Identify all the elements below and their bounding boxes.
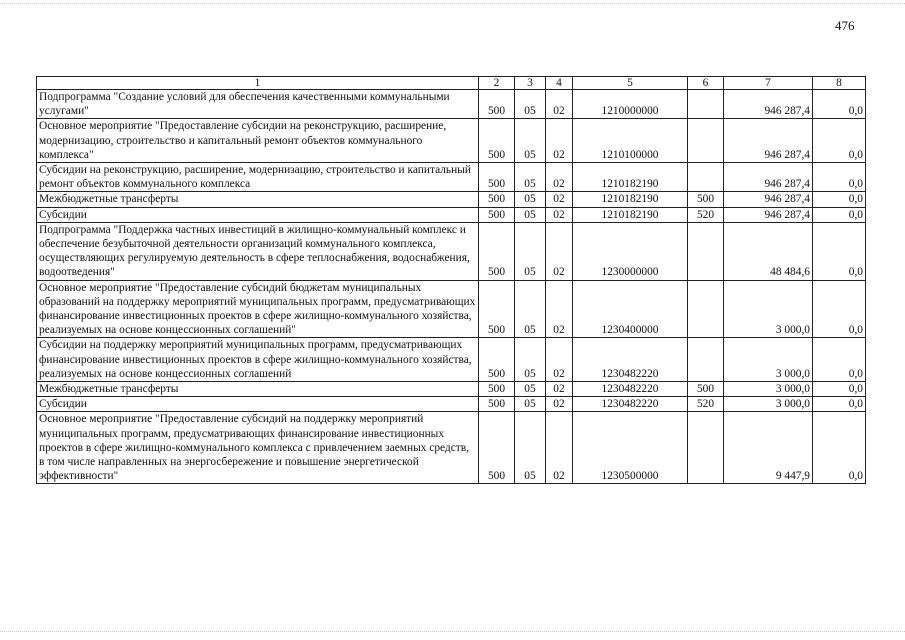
expense-type-cell — [688, 163, 724, 192]
chapter-code-cell: 500 — [479, 280, 515, 338]
column-header: 4 — [546, 77, 573, 90]
subsection-code-cell: 02 — [546, 163, 573, 192]
section-code-cell: 05 — [515, 90, 546, 119]
row-name-cell: Субсидии на реконструкцию, расширение, модернизацию, строительство и капитальный ремонт объектов коммунального комплекса — [37, 163, 479, 192]
table-row — [37, 397, 866, 412]
target-article-cell: 1210182190 — [573, 207, 688, 222]
row-name-cell: Подпрограмма "Поддержка частных инвестиций в жилищно-коммунальный комплекс и обеспечение безубыточной деятельности организаций коммунального комплекса, осуществляющих регулируемую деятельность в сфере теплоснабжения, водоснабжения, водоотведения" — [37, 222, 479, 280]
section-code-cell: 05 — [515, 163, 546, 192]
table-row — [37, 338, 866, 382]
subsection-code-cell: 02 — [546, 119, 573, 163]
table-row — [37, 222, 866, 280]
section-code-cell: 05 — [515, 119, 546, 163]
target-article-cell: 1230482220 — [573, 338, 688, 382]
budget-table — [36, 76, 866, 484]
table-row — [37, 207, 866, 222]
expense-type-cell: 520 — [688, 207, 724, 222]
expense-type-cell: 520 — [688, 397, 724, 412]
subsection-code-cell: 02 — [546, 280, 573, 338]
expense-type-cell — [688, 338, 724, 382]
column-header: 3 — [515, 77, 546, 90]
amount-cell: 946 287,4 — [724, 90, 813, 119]
target-article-cell: 1210000000 — [573, 90, 688, 119]
row-name-cell: Субсидии — [37, 397, 479, 412]
target-article-cell: 1230482220 — [573, 382, 688, 397]
chapter-code-cell: 500 — [479, 222, 515, 280]
section-code-cell: 05 — [515, 382, 546, 397]
expense-type-cell — [688, 90, 724, 119]
section-code-cell: 05 — [515, 412, 546, 484]
federal-amount-cell: 0,0 — [813, 412, 866, 484]
row-name-cell: Подпрограмма "Создание условий для обеспечения качественными коммунальными услугами" — [37, 90, 479, 119]
target-article-cell: 1210182190 — [573, 163, 688, 192]
row-name-cell: Межбюджетные трансферты — [37, 192, 479, 207]
federal-amount-cell: 0,0 — [813, 90, 866, 119]
expense-type-cell: 500 — [688, 192, 724, 207]
expense-type-cell — [688, 412, 724, 484]
expense-type-cell: 500 — [688, 382, 724, 397]
federal-amount-cell: 0,0 — [813, 222, 866, 280]
amount-cell: 3 000,0 — [724, 397, 813, 412]
federal-amount-cell: 0,0 — [813, 280, 866, 338]
target-article-cell: 1230500000 — [573, 412, 688, 484]
expense-type-cell — [688, 280, 724, 338]
scan-border-top — [0, 3, 905, 5]
section-code-cell: 05 — [515, 280, 546, 338]
federal-amount-cell: 0,0 — [813, 192, 866, 207]
chapter-code-cell: 500 — [479, 163, 515, 192]
federal-amount-cell: 0,0 — [813, 397, 866, 412]
target-article-cell: 1230000000 — [573, 222, 688, 280]
amount-cell: 3 000,0 — [724, 338, 813, 382]
federal-amount-cell: 0,0 — [813, 207, 866, 222]
subsection-code-cell: 02 — [546, 192, 573, 207]
chapter-code-cell: 500 — [479, 90, 515, 119]
chapter-code-cell: 500 — [479, 382, 515, 397]
column-header: 5 — [573, 77, 688, 90]
table-row — [37, 412, 866, 484]
amount-cell: 946 287,4 — [724, 119, 813, 163]
section-code-cell: 05 — [515, 222, 546, 280]
row-name-cell: Основное мероприятие "Предоставление субсидии на реконструкцию, расширение, модернизацию, строительство и капитальный ремонт объектов коммунального комплекса" — [37, 119, 479, 163]
federal-amount-cell: 0,0 — [813, 382, 866, 397]
amount-cell: 3 000,0 — [724, 382, 813, 397]
row-name-cell: Субсидии на поддержку мероприятий муниципальных программ, предусматривающих финансирование инвестиционных проектов в сфере жилищно-коммунального хозяйства, реализуемых на основе концессионных соглашений — [37, 338, 479, 382]
subsection-code-cell: 02 — [546, 338, 573, 382]
chapter-code-cell: 500 — [479, 192, 515, 207]
column-header: 2 — [479, 77, 515, 90]
page-number: 476 — [835, 18, 855, 33]
row-name-cell: Основное мероприятие "Предоставление субсидий на поддержку мероприятий муниципальных программ, предусматривающих финансирование инвестиционных проектов в сфере жилищно-коммунального комплекса с привлечением заемных средств, в том числе направленных на энергосбережение и повышение энергетической эффективности" — [37, 412, 479, 484]
target-article-cell: 1210182190 — [573, 192, 688, 207]
target-article-cell: 1230482220 — [573, 397, 688, 412]
expense-type-cell — [688, 222, 724, 280]
section-code-cell: 05 — [515, 192, 546, 207]
chapter-code-cell: 500 — [479, 119, 515, 163]
section-code-cell: 05 — [515, 207, 546, 222]
row-name-cell: Основное мероприятие "Предоставление субсидий бюджетам муниципальных образований на поддержку мероприятий муниципальных программ, предусматривающих финансирование инвестиционных проектов в сфере жилищно-коммунального хозяйства, реализуемых на основе концессионных соглашений" — [37, 280, 479, 338]
scan-border-bottom — [0, 631, 905, 633]
column-header: 1 — [37, 77, 479, 90]
chapter-code-cell: 500 — [479, 207, 515, 222]
subsection-code-cell: 02 — [546, 382, 573, 397]
table-row — [37, 90, 866, 119]
subsection-code-cell: 02 — [546, 90, 573, 119]
table-header-row — [37, 77, 866, 90]
federal-amount-cell: 0,0 — [813, 163, 866, 192]
section-code-cell: 05 — [515, 397, 546, 412]
amount-cell: 946 287,4 — [724, 192, 813, 207]
column-header: 8 — [813, 77, 866, 90]
chapter-code-cell: 500 — [479, 338, 515, 382]
amount-cell: 9 447,9 — [724, 412, 813, 484]
row-name-cell: Межбюджетные трансферты — [37, 382, 479, 397]
table-row — [37, 192, 866, 207]
section-code-cell: 05 — [515, 338, 546, 382]
chapter-code-cell: 500 — [479, 397, 515, 412]
amount-cell: 946 287,4 — [724, 207, 813, 222]
expense-type-cell — [688, 119, 724, 163]
target-article-cell: 1210100000 — [573, 119, 688, 163]
federal-amount-cell: 0,0 — [813, 338, 866, 382]
subsection-code-cell: 02 — [546, 412, 573, 484]
target-article-cell: 1230400000 — [573, 280, 688, 338]
subsection-code-cell: 02 — [546, 207, 573, 222]
column-header: 7 — [724, 77, 813, 90]
column-header: 6 — [688, 77, 724, 90]
table-row — [37, 163, 866, 192]
amount-cell: 3 000,0 — [724, 280, 813, 338]
federal-amount-cell: 0,0 — [813, 119, 866, 163]
chapter-code-cell: 500 — [479, 412, 515, 484]
amount-cell: 48 484,6 — [724, 222, 813, 280]
table-row — [37, 280, 866, 338]
subsection-code-cell: 02 — [546, 397, 573, 412]
table-row — [37, 119, 866, 163]
subsection-code-cell: 02 — [546, 222, 573, 280]
amount-cell: 946 287,4 — [724, 163, 813, 192]
row-name-cell: Субсидии — [37, 207, 479, 222]
table-row — [37, 382, 866, 397]
